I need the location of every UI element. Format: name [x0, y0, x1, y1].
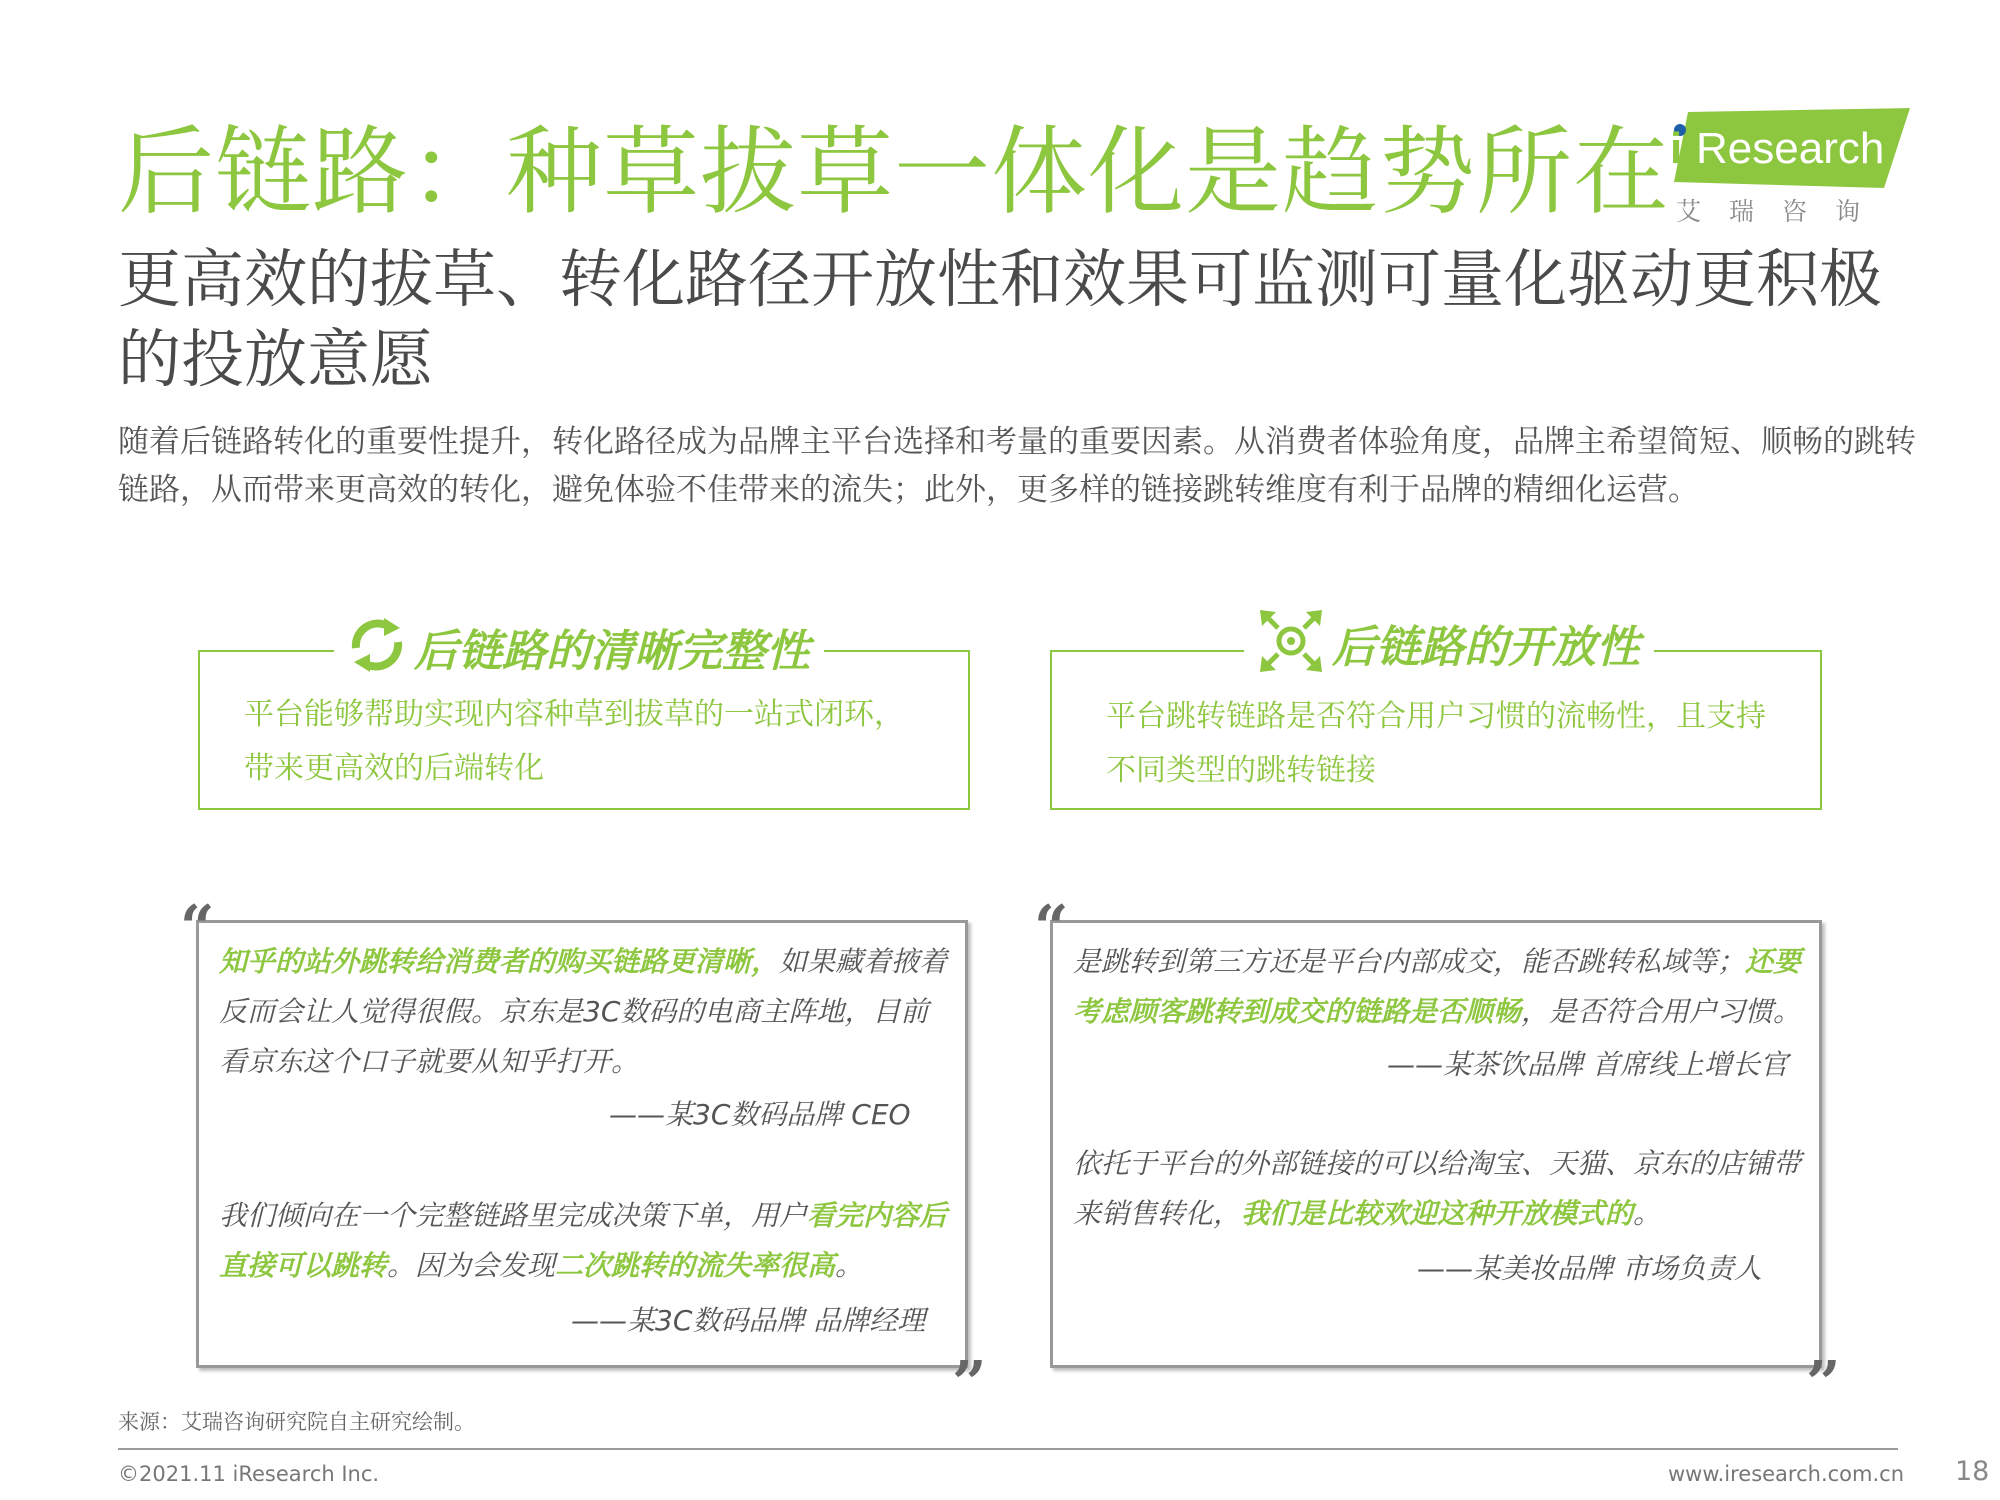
copyright: ©2021.11 iResearch Inc.: [118, 1462, 380, 1486]
quote-highlight: 还要: [1745, 945, 1802, 978]
feature-line: 平台跳转链路是否符合用户习惯的流畅性，且支持: [1106, 699, 1766, 734]
refresh-cycle-icon: [348, 618, 406, 676]
quote-text: 。: [1633, 1197, 1662, 1230]
page-subtitle: 更高效的拔草、转化路径开放性和效果可监测可量化驱动更积极的投放意愿: [118, 243, 1882, 396]
quote-text: 如果藏着掖着: [779, 945, 948, 978]
page-number: 18: [1955, 1456, 1990, 1487]
quote-text: 是跳转到第三方还是平台内部成交，能否跳转私域等；: [1073, 945, 1746, 978]
feature-body: [244, 688, 904, 796]
quote-highlight: 考虑顾客跳转到成交的链路是否顺畅: [1073, 995, 1522, 1028]
logo-letter-i: i: [1670, 124, 1683, 173]
feature-body: [1106, 690, 1766, 798]
quote-line: [219, 937, 947, 987]
quote-highlight: 直接可以跳转: [219, 1249, 388, 1282]
logo-chinese-name: 艾瑞咨询: [1676, 197, 1889, 226]
logo-wordmark: Research: [1696, 124, 1885, 173]
quote-box-left: [196, 920, 968, 1368]
quote-line: [1073, 937, 1801, 987]
quote-box-right: [1050, 920, 1822, 1368]
close-quote-icon: ”: [952, 1349, 987, 1419]
quote-line: [1073, 987, 1801, 1037]
website-link[interactable]: www.iresearch.com.cn: [1668, 1462, 1905, 1486]
footer-divider: [118, 1448, 1898, 1450]
quote-highlight: 我们是比较欢迎这种开放模式的: [1241, 1197, 1634, 1230]
quote-line: 依托于平台的外部链接的可以给淘宝、天猫、京东的店铺带: [1073, 1147, 1802, 1180]
quote-text: 我们倾向在一个完整链路里完成决策下单，用户: [219, 1199, 808, 1232]
quote-highlight: 知乎的站外跳转给消费者的购买链路更清晰，: [219, 945, 780, 978]
feature-line: 带来更高效的后端转化: [244, 751, 544, 786]
quote-attribution: ——某美妆品牌 市场负责人: [1417, 1252, 1762, 1285]
feature-title: 后链路的开放性: [1332, 622, 1640, 673]
quote-highlight: 看完内容后: [807, 1199, 948, 1232]
feature-header-completeness: [334, 614, 824, 680]
target-expand-icon: [1258, 608, 1324, 678]
quote-text: ，是否符合用户习惯。: [1521, 995, 1802, 1028]
quote-text: 。: [835, 1249, 864, 1282]
intro-paragraph: 随着后链路转化的重要性提升，转化路径成为品牌主平台选择和考量的重要因素。从消费者体验角度，品牌主希望简短、顺畅的跳转链路，从而带来更高效的转化，避免体验不佳带来的流失；此外，更多样的链接跳转维度有利于品牌的精细化运营。: [118, 424, 1916, 508]
quote-line: [1073, 1189, 1661, 1239]
quote-attribution: ——某3C数码品牌 CEO: [609, 1098, 911, 1131]
quote-line: 反而会让人觉得很假。京东是3C数码的电商主阵地，目前: [219, 995, 929, 1028]
close-quote-icon: ”: [1806, 1349, 1841, 1419]
open-quote-icon: “: [1034, 893, 1069, 963]
page-title: 后链路：种草拔草一体化是趋势所在: [118, 116, 1670, 228]
quote-line: 看京东这个口子就要从知乎打开。: [219, 1045, 640, 1078]
iresearch-logo: [1660, 104, 1910, 234]
feature-line: 不同类型的跳转链接: [1106, 753, 1376, 788]
feature-header-openness: [1244, 608, 1654, 678]
quote-text: 来销售转化，: [1073, 1197, 1242, 1230]
quote-text: 。因为会发现: [387, 1249, 556, 1282]
quote-line: [219, 1241, 863, 1291]
quote-line: [219, 1191, 947, 1241]
quote-highlight: 二次跳转的流失率很高: [555, 1249, 836, 1282]
open-quote-icon: “: [180, 893, 215, 963]
source-note: 来源：艾瑞咨询研究院自主研究绘制。: [118, 1410, 475, 1434]
quote-attribution: ——某茶饮品牌 首席线上增长官: [1387, 1048, 1788, 1081]
quote-attribution: ——某3C数码品牌 品牌经理: [571, 1304, 926, 1337]
feature-line: 平台能够帮助实现内容种草到拔草的一站式闭环，: [244, 697, 904, 732]
feature-title: 后链路的清晰完整性: [414, 626, 810, 677]
